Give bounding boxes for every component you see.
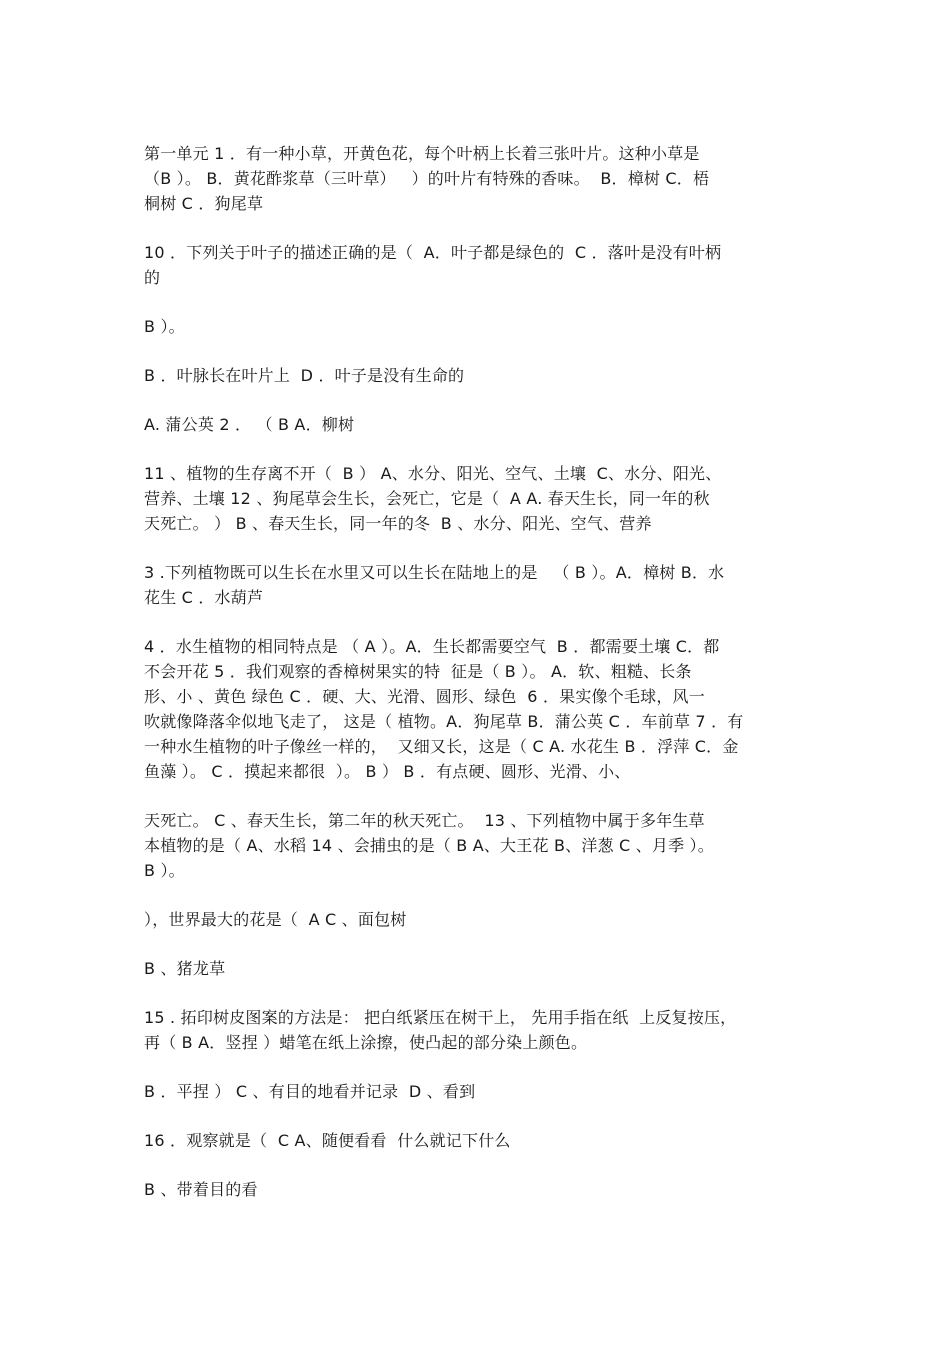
text-line: A. 蒲公英 2 ． （ B A．柳树 xyxy=(144,415,355,434)
text-line: 本植物的是（ A、水稻 14 、会捕虫的是（ B A、大王花 B、洋葱 C 、月季 ）。 xyxy=(144,836,714,855)
paragraph-11 xyxy=(144,956,810,981)
text-line: 11 、植物的生存离不开（ B ） A、水分、阳光、空气、土壤 C、水分、阳光、 xyxy=(144,464,722,483)
paragraph-5 xyxy=(144,412,810,437)
text-line: 4 ．水生植物的相同特点是 （ A ）。A．生长都需要空气 B ．都需要土壤 C．都 xyxy=(144,637,720,656)
paragraph-13 xyxy=(144,1079,810,1104)
text-line: 第一单元 1 ．有一种小草，开黄色花，每个叶柄上长着三张叶片。这种小草是 xyxy=(144,144,700,163)
text-line: 不会开花 5 ．我们观察的香樟树果实的特 征是（ B ）。 A．软、粗糙、长条 xyxy=(144,662,692,681)
text-line: 花生 C ．水葫芦 xyxy=(144,588,264,607)
text-line: 营养、土壤 12 、狗尾草会生长，会死亡，它是（ A A. 春天生长，同一年的秋 xyxy=(144,489,710,508)
text-line: 3 .下列植物既可以生长在水里又可以生长在陆地上的是 （ B ）。A．樟树 B．水 xyxy=(144,563,725,582)
text-line: 的 xyxy=(144,268,161,287)
text-line: 吹就像降落伞似地飞走了， 这是（ 植物。A．狗尾草 B．蒲公英 C ．车前草 7 ．有 xyxy=(144,712,744,731)
text-line: B ）。 xyxy=(144,861,185,880)
paragraph-12 xyxy=(144,1005,810,1055)
text-line: 桐树 C ．狗尾草 xyxy=(144,194,264,213)
text-line: 天死亡。 C 、春天生长，第二年的秋天死亡。 13 、下列植物中属于多年生草 xyxy=(144,811,705,830)
text-line: 形、小 、黄色 绿色 C ．硬、大、光滑、圆形、绿色 6 ．果实像个毛球，风一 xyxy=(144,687,705,706)
paragraph-6 xyxy=(144,461,810,536)
paragraph-2 xyxy=(144,240,810,290)
text-line: 15 . 拓印树皮图案的方法是： 把白纸紧压在树干上， 先用手指在纸 上反复按压， xyxy=(144,1008,737,1027)
text-line: B 、带着目的看 xyxy=(144,1180,258,1199)
text-line: 鱼藻 ）。 C ．摸起来都很 ）。 B ） B ．有点硬、圆形、光滑、小、 xyxy=(144,762,631,781)
text-line: 天死亡。 ） B 、春天生长，同一年的冬 B 、水分、阳光、空气、营养 xyxy=(144,514,652,533)
text-line: B ）。 xyxy=(144,317,185,336)
text-line: 10 ．下列关于叶子的描述正确的是（ A．叶子都是绿色的 C ．落叶是没有叶柄 xyxy=(144,243,722,262)
text-line: B 、猪龙草 xyxy=(144,959,226,978)
text-line: ），世界最大的花是（ A C 、面包树 xyxy=(144,910,407,929)
document-body xyxy=(144,141,810,1226)
text-line: B ．叶脉长在叶片上 D ．叶子是没有生命的 xyxy=(144,366,465,385)
paragraph-1 xyxy=(144,141,810,216)
paragraph-15 xyxy=(144,1177,810,1202)
text-line: 16 ．观察就是（ C A、随便看看 什么就记下什么 xyxy=(144,1131,511,1150)
paragraph-9 xyxy=(144,808,810,883)
paragraph-4 xyxy=(144,363,810,388)
text-line: B ．平捏 ） C 、有目的地看并记录 D 、看到 xyxy=(144,1082,476,1101)
text-line: 一种水生植物的叶子像丝一样的， 又细又长，这是（ C A. 水花生 B ．浮萍 C．金 xyxy=(144,737,739,756)
paragraph-8 xyxy=(144,634,810,784)
text-line: （B ）。 B．黄花酢浆草（三叶草） ）的叶片有特殊的香味。 B．樟树 C．梧 xyxy=(144,169,710,188)
paragraph-7 xyxy=(144,560,810,610)
paragraph-3 xyxy=(144,314,810,339)
paragraph-10 xyxy=(144,907,810,932)
text-line: 再（ B A．竖捏 ）蜡笔在纸上涂擦，使凸起的部分染上颜色。 xyxy=(144,1033,588,1052)
paragraph-14 xyxy=(144,1128,810,1153)
